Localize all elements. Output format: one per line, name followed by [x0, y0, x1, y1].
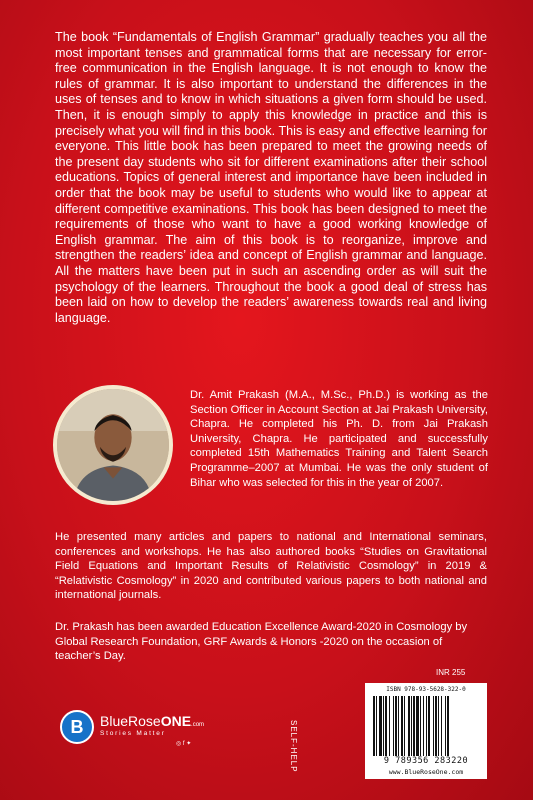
barcode-bar	[411, 696, 412, 756]
publisher-tagline: Stories Matter	[100, 730, 166, 737]
publisher-name	[100, 713, 204, 729]
barcode-bar	[445, 696, 446, 756]
barcode-bars	[373, 696, 479, 756]
isbn-number: 9 789356 283220	[383, 756, 469, 766]
barcode-bar	[385, 696, 387, 756]
author-portrait-image	[57, 389, 169, 501]
barcode-bar	[404, 696, 405, 756]
isbn-label: ISBN 978-93-5628-322-0	[386, 686, 466, 693]
barcode-bar	[435, 696, 437, 756]
barcode-bar	[420, 696, 421, 756]
barcode-bar	[401, 696, 403, 756]
barcode-bar	[438, 696, 439, 756]
publisher-logo	[60, 710, 230, 750]
publisher-name-suffix: .com	[191, 722, 205, 728]
barcode-bar	[379, 696, 382, 756]
barcode-bar	[428, 696, 430, 756]
barcode-bar	[426, 696, 427, 756]
social-icons: ◎ f ✦	[176, 741, 192, 747]
author-bio-award: Dr. Prakash has been awarded Education Excellence Award-2020 in Cosmology by Global Research Foundation, GRF Awards & Honors -2020 on the occasion of teacher’s Day.	[55, 621, 468, 663]
category-label: SELF-HELP	[289, 720, 298, 773]
barcode-bar	[441, 696, 442, 756]
publisher-logo-mark: B	[60, 710, 94, 744]
publisher-name-accent: ONE	[160, 713, 192, 729]
barcode-bar	[376, 696, 377, 756]
author-bio-intro: Dr. Amit Prakash (M.A., M.Sc., Ph.D.) is working as the Section Officer in Account Section at Jai Prakash University, Chapra. He completed his Ph. D. from Jai Prakash University, Chapra. He participated and successfully completed 15th Mathematics Training and Talent Search Programme–2007 at Mumbai. He was the only student of Bihar who was selected for this in the year of 2007.	[190, 389, 488, 489]
barcode-bar	[408, 696, 410, 756]
author-photo	[53, 385, 173, 505]
barcode-bar	[447, 696, 449, 756]
barcode-bar	[413, 696, 415, 756]
barcode-bar	[416, 696, 419, 756]
price-label: INR 255	[436, 668, 466, 677]
barcode-bar	[393, 696, 394, 756]
barcode-bar	[395, 696, 397, 756]
barcode-bar	[423, 696, 424, 756]
barcode-bar	[398, 696, 399, 756]
publisher-website: www.BlueRoseOne.com	[388, 768, 464, 776]
barcode-bar	[433, 696, 434, 756]
barcode-bar	[373, 696, 375, 756]
barcode-bar	[383, 696, 384, 756]
barcode	[365, 683, 487, 779]
author-bio-works: He presented many articles and papers to national and International seminars, conferences and workshops. He has also authored books “Studies on Gravitational Field Equations and Important Results of Relativistic Cosmology” in 2019 & “Relativistic Cosmology” in 2020 and contributed various papers to both national and international journals.	[55, 531, 487, 602]
barcode-bar	[389, 696, 390, 756]
publisher-name-main: BlueRose	[100, 713, 161, 729]
back-cover-blurb: The book “Fundamentals of English Grammar” gradually teaches you all the most important tenses and grammatical forms that are necessary for error-free communication in the English language. It is not enough to know the rules of grammar. It is also important to understand the differences in the uses of tenses and to know in which situations a given form should be used. Then, it is enough simply to apply this knowledge in practice and this is precisely what you will find in this book. This is easy and effective learning for everyone. This little book has been prepared to meet the growing needs of the present day students who sit for different examinations after their school educations. Topics of general interest and importance have been included in order that the book may be useful to students who would like to appear at different competitive examinations. This book has been designed to meet the requirements of those who want to have a good working knowledge of English grammar. The aim of this book is to reorganize, improve and strengthen the readers’ idea and concept of English grammar and language. All the matters have been put in such an ascending order as will suit the psychology of the learners. Throughout the book a good deal of stress has been laid on how to develop the readers’ awareness towards real and living language.	[55, 30, 487, 325]
